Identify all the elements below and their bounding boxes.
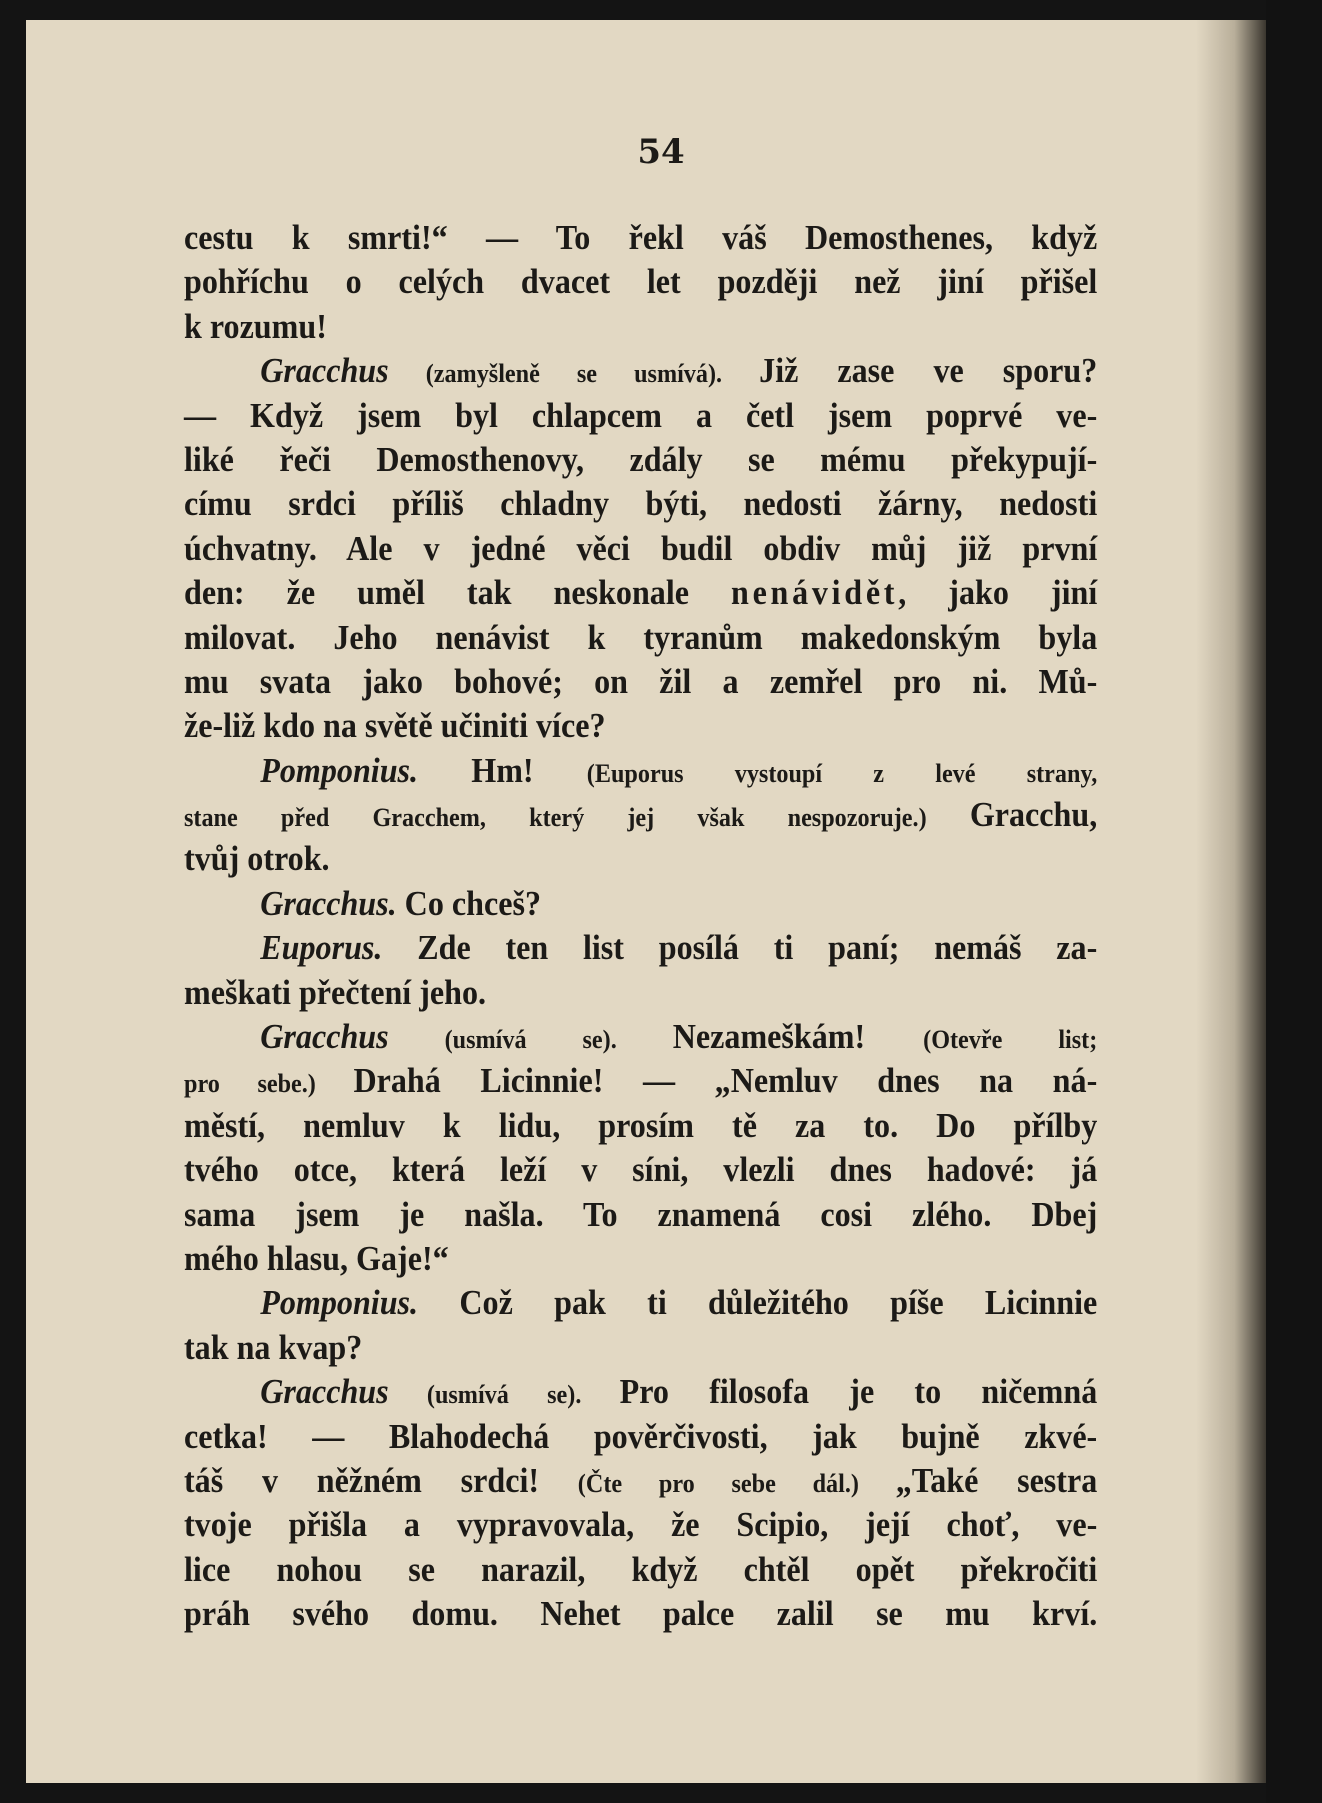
text-run: Již zase ve sporu? [759, 352, 1098, 391]
text-run: liké řeči Demosthenovy, zdály se mému překypují- [184, 440, 1098, 479]
text-line [184, 1548, 1097, 1592]
text-line [184, 438, 1097, 482]
text-run: tvůj otrok. [184, 840, 330, 879]
text-run: „Také sestra [895, 1461, 1098, 1500]
text-line [184, 349, 1097, 393]
text-run: mu svata jako bohové; on žil a zemřel pro ni. Mů- [184, 662, 1098, 701]
text-run: tvoje přišla a vypravovala, že Scipio, její choť, ve- [184, 1506, 1098, 1545]
speaker-name: Gracchus [260, 1373, 389, 1412]
text-line [184, 1503, 1097, 1547]
text-run: milovat. Jeho nenávist k tyranům makedonským byla [184, 618, 1098, 657]
speaker-name: Gracchus [260, 352, 389, 391]
text-run: Co chceš? [396, 884, 542, 923]
stage-direction: (Čte pro sebe dál.) [577, 1468, 896, 1498]
text-run: tak na kvap? [184, 1328, 363, 1367]
stage-direction: pro sebe.) [184, 1069, 354, 1099]
text-line [184, 216, 1097, 260]
text-line [184, 616, 1097, 660]
text-run: že-liž kdo na světě učiniti více? [184, 707, 606, 746]
text-run: sama jsem je našla. To znamená cosi zlého. Dbej [184, 1195, 1098, 1234]
text-line [184, 394, 1097, 438]
text-run: meškati přečtení jeho. [184, 973, 487, 1012]
body-text [184, 216, 1097, 1637]
text-line [184, 260, 1097, 304]
text-run: cestu k smrti!“ — To řekl váš Demosthenes, když [184, 219, 1098, 257]
stage-direction: stane před Gracchem, který jej však nespozoruje.) [184, 803, 970, 833]
text-run: Gracchu, [969, 796, 1098, 835]
page-number: 54 [637, 132, 685, 172]
speaker-name: Gracchus. [260, 884, 397, 923]
text-line [184, 1148, 1097, 1192]
text-line [184, 1237, 1097, 1281]
text-run: lice nohou se narazil, když chtěl opět překročiti [184, 1550, 1098, 1589]
text-line [184, 1415, 1097, 1459]
text-line [184, 1059, 1097, 1103]
text-line [184, 749, 1097, 793]
text-line [184, 305, 1097, 349]
text-line [184, 882, 1097, 926]
text-line [184, 1015, 1097, 1059]
text-run: Nezameškám! [672, 1018, 924, 1057]
text-line [184, 971, 1097, 1015]
text-run: úchvatny. Ale v jedné věci budil obdiv můj již první [184, 529, 1098, 568]
speaker-name: Pomponius. [260, 751, 419, 790]
text-run: pohříchu o celých dvacet let později než jiní přišel [184, 263, 1098, 302]
text-line [184, 1104, 1097, 1148]
stage-direction: (usmívá se). [388, 1380, 620, 1410]
text-line [184, 1592, 1097, 1636]
speaker-name: Gracchus [260, 1018, 389, 1057]
text-run: mého hlasu, Gaje!“ [184, 1239, 449, 1278]
text-run: Což pak ti důležitého píše Licinnie [418, 1284, 1098, 1323]
text-line [184, 926, 1097, 970]
page-gutter-shadow [1196, 20, 1266, 1783]
stage-direction: (Euporus vystoupí z levé strany, [586, 758, 1098, 788]
text-line [184, 1459, 1097, 1503]
text-line [184, 704, 1097, 748]
text-line [184, 571, 1097, 615]
text-line [184, 837, 1097, 881]
text-run: den: že uměl tak neskonale [184, 574, 732, 613]
text-run: címu srdci příliš chladny býti, nedosti žárny, nedosti [184, 485, 1098, 524]
text-run: práh svého domu. Nehet palce zalil se mu krví. [184, 1595, 1098, 1634]
text-run: tvého otce, která leží v síni, vlezli dnes hadové: já [184, 1151, 1098, 1190]
text-run: Pro filosofa je to ničemná [619, 1373, 1098, 1412]
stage-direction: (Otevře list; [923, 1025, 1098, 1055]
text-run: Hm! [418, 751, 587, 790]
text-run: táš v něžném srdci! [184, 1461, 578, 1500]
text-line [184, 1370, 1097, 1414]
speaker-name: Euporus. [260, 929, 383, 968]
text-line [184, 1193, 1097, 1237]
stage-direction: (usmívá se). [388, 1025, 673, 1055]
text-line [184, 1326, 1097, 1370]
text-line [184, 527, 1097, 571]
text-line [184, 793, 1097, 837]
text-line [184, 660, 1097, 704]
text-run: Zde ten list posílá ti paní; nemáš za- [382, 929, 1098, 968]
emphasized-text: nenávidět [731, 574, 899, 613]
text-line [184, 482, 1097, 526]
text-run: městí, nemluv k lidu, prosím tě za to. Do přílby [184, 1106, 1098, 1145]
text-run: — Když jsem byl chlapcem a četl jsem poprvé ve- [184, 396, 1098, 435]
text-line [184, 1281, 1097, 1325]
speaker-name: Pomponius. [260, 1284, 419, 1323]
text-run: k rozumu! [184, 307, 327, 346]
text-run: Drahá Licinnie! — „Nemluv dnes na ná- [353, 1062, 1098, 1101]
text-run: cetka! — Blahodechá pověrčivosti, jak bujně zkvé- [184, 1417, 1098, 1456]
stage-direction: (zamyšleně se usmívá). [388, 359, 760, 389]
scan-edge [1266, 0, 1322, 1803]
text-run: , jako jiní [898, 574, 1098, 613]
